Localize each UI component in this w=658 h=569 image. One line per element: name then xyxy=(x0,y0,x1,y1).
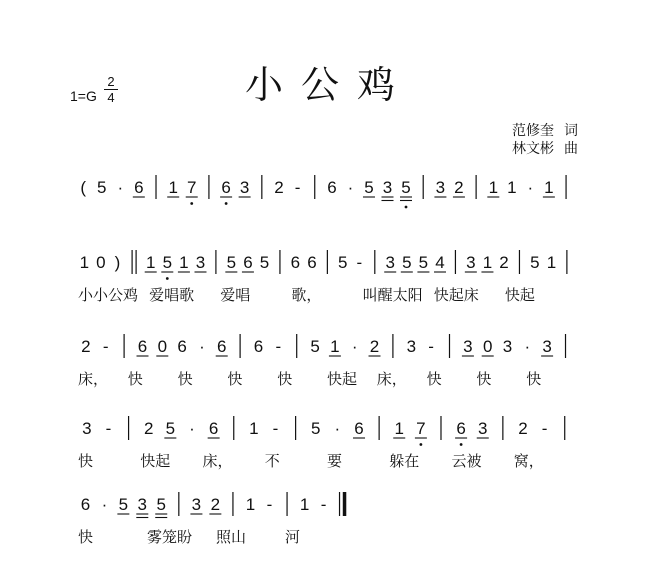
lower-octave-dot xyxy=(225,202,228,205)
note: 6 xyxy=(290,253,301,272)
note: 5 xyxy=(310,419,321,438)
lower-octave-dot xyxy=(190,202,193,205)
lyric-word: 快 xyxy=(426,370,442,388)
note: 1 xyxy=(546,253,557,272)
lyric-word: 叫醒太阳 xyxy=(362,286,423,304)
meter-numerator: 2 xyxy=(107,74,115,89)
lyric-word: 床， xyxy=(376,370,407,388)
lyric-word: 不 xyxy=(264,452,280,470)
note: 1 xyxy=(544,178,554,197)
lyric-word: 爱唱歌 xyxy=(149,286,195,304)
lyric-word: 快 xyxy=(476,370,492,388)
lyric-word: 快起床 xyxy=(433,286,479,304)
note: 3 xyxy=(385,253,395,272)
lyric-word: 快 xyxy=(127,370,143,388)
note: · xyxy=(527,178,534,197)
note: 5 xyxy=(402,253,412,272)
note: 5 xyxy=(418,253,429,272)
lyric-word: 快起 xyxy=(504,286,535,304)
note: 6 xyxy=(208,419,219,438)
note: - xyxy=(320,495,327,514)
note: 2 xyxy=(499,253,509,272)
note: 7 xyxy=(416,419,426,438)
note: 0 xyxy=(157,337,168,356)
note: 2 xyxy=(143,419,154,438)
note: 5 xyxy=(97,178,107,197)
lyric-word: 云被 xyxy=(451,452,482,470)
lyric-word: 快 xyxy=(78,452,94,470)
note: 3 xyxy=(542,337,552,356)
note: 6 xyxy=(253,337,264,356)
lower-octave-dot xyxy=(419,443,422,446)
note: 3 xyxy=(435,178,446,197)
composer-role: 曲 xyxy=(564,141,578,157)
note: 1 xyxy=(168,178,178,197)
note: · xyxy=(347,178,354,197)
note: · xyxy=(351,337,358,356)
lyric-word: 床， xyxy=(202,452,233,470)
lyric-word: 河 xyxy=(285,528,301,546)
note: 6 xyxy=(456,419,466,438)
note: 2 xyxy=(454,178,464,197)
note: 1 xyxy=(179,253,189,272)
lyric-word: 爱唱 xyxy=(220,286,251,304)
note: 2 xyxy=(210,495,221,514)
note: - xyxy=(272,419,279,438)
note: 6 xyxy=(134,178,144,197)
note: 1 xyxy=(507,178,517,197)
note: - xyxy=(105,419,112,438)
note: ) xyxy=(114,253,121,272)
note: 1 xyxy=(79,253,90,272)
note: 1 xyxy=(482,253,493,272)
note: 5 xyxy=(259,253,270,272)
note: 5 xyxy=(226,253,237,272)
lyric-word: 快 xyxy=(526,370,542,388)
note: 6 xyxy=(221,178,231,197)
note: 5 xyxy=(165,419,176,438)
note: 7 xyxy=(186,178,197,197)
note: 5 xyxy=(156,495,166,514)
lyric-word: 躲在 xyxy=(389,452,420,470)
note: 0 xyxy=(482,337,493,356)
note: 1 xyxy=(249,419,259,438)
lyricist-name: 范修奎 xyxy=(512,123,554,139)
note: 1 xyxy=(330,337,340,356)
lyric-word: 快 xyxy=(277,370,293,388)
note: 6 xyxy=(177,337,187,356)
note: 3 xyxy=(406,337,417,356)
note: · xyxy=(117,178,124,197)
note: 3 xyxy=(502,337,513,356)
note: 5 xyxy=(338,253,348,272)
key-signature: 1=G xyxy=(70,88,97,104)
note: 6 xyxy=(137,337,148,356)
song-title: 小公鸡 xyxy=(244,63,413,107)
note: · xyxy=(199,337,205,356)
note: 5 xyxy=(162,253,173,272)
note: 4 xyxy=(435,253,445,272)
note: - xyxy=(541,419,548,438)
note: 5 xyxy=(401,178,411,197)
note: - xyxy=(275,337,282,356)
note: 1 xyxy=(245,495,256,514)
note: - xyxy=(356,253,363,272)
lower-octave-dot xyxy=(460,443,463,446)
note: 3 xyxy=(191,495,202,514)
note: 6 xyxy=(307,253,317,272)
note: 6 xyxy=(243,253,253,272)
note: 2 xyxy=(369,337,380,356)
note: 5 xyxy=(310,337,320,356)
note: · xyxy=(101,495,108,514)
note: 3 xyxy=(478,419,488,438)
lyric-word: 快 xyxy=(78,528,94,546)
lyric-word: 床， xyxy=(78,370,109,388)
note: 6 xyxy=(216,337,227,356)
note: ( xyxy=(80,178,87,197)
lyric-word: 窝， xyxy=(513,452,544,470)
note: 3 xyxy=(195,253,206,272)
lower-octave-dot xyxy=(166,277,169,280)
note: 2 xyxy=(274,178,284,197)
note: · xyxy=(334,419,341,438)
lyric-word: 要 xyxy=(327,452,343,470)
meter-denominator: 4 xyxy=(104,89,118,105)
note: 6 xyxy=(354,419,364,438)
lyric-word: 快 xyxy=(227,370,243,388)
note: 1 xyxy=(299,495,310,514)
note: - xyxy=(428,337,434,356)
note: · xyxy=(189,419,195,438)
note: 3 xyxy=(466,253,476,272)
note: 3 xyxy=(239,178,250,197)
note: 5 xyxy=(530,253,540,272)
note: - xyxy=(294,178,301,197)
note: 2 xyxy=(518,419,528,438)
note: 5 xyxy=(364,178,374,197)
lyric-word: 歌， xyxy=(291,286,322,304)
note: 1 xyxy=(394,419,404,438)
lyric-word: 快起 xyxy=(140,452,171,470)
note: 6 xyxy=(327,178,337,197)
note: - xyxy=(102,337,109,356)
lyric-word: 雾笼盼 xyxy=(147,528,193,546)
note: 6 xyxy=(80,495,91,514)
lower-octave-dot xyxy=(405,206,408,209)
lyric-word: 快起 xyxy=(327,370,358,388)
note: 3 xyxy=(382,178,393,197)
note: 5 xyxy=(118,495,129,514)
composer-name: 林文彬 xyxy=(512,141,554,157)
note: · xyxy=(524,337,531,356)
note: 0 xyxy=(96,253,106,272)
note: 1 xyxy=(488,178,499,197)
lyric-word: 小小公鸡 xyxy=(78,286,139,304)
note: 2 xyxy=(81,337,91,356)
note: 3 xyxy=(82,419,92,438)
note: 3 xyxy=(463,337,473,356)
lyricist-role: 词 xyxy=(564,123,578,139)
note: 1 xyxy=(145,253,156,272)
note: - xyxy=(266,495,273,514)
lyric-word: 照山 xyxy=(216,528,247,546)
note: 3 xyxy=(137,495,148,514)
lyric-word: 快 xyxy=(177,370,193,388)
